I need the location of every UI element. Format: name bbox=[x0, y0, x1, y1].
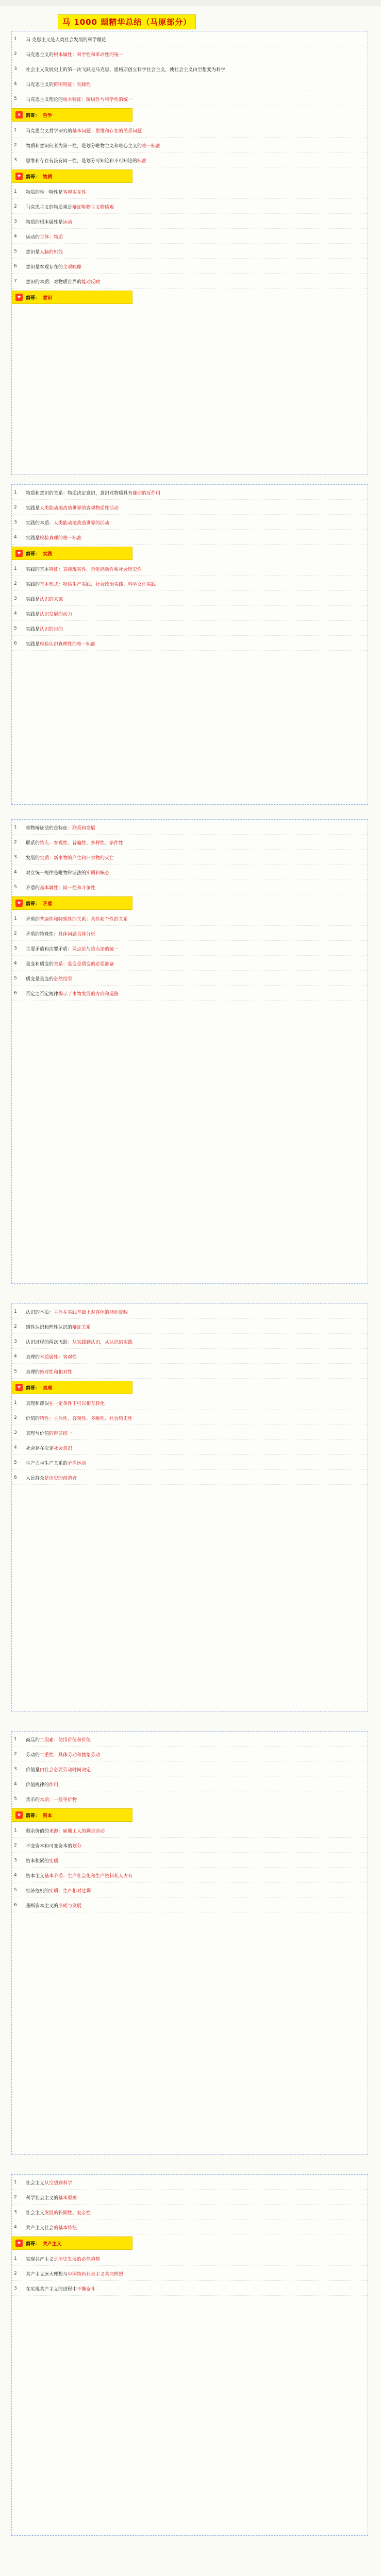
list-item bbox=[12, 1335, 368, 1349]
item-text: 社会主义 bbox=[26, 2210, 45, 2216]
list-item bbox=[12, 1441, 368, 1455]
item-number: 4 bbox=[14, 1873, 17, 1878]
item-number: 1 bbox=[14, 1400, 17, 1405]
tip-label: 鸥哥： bbox=[26, 174, 40, 180]
tip-badge-icon: ★ bbox=[15, 294, 23, 301]
list-item bbox=[12, 1471, 368, 1485]
item-text: 剩余价值的 bbox=[26, 1828, 49, 1834]
item-number: 7 bbox=[14, 279, 17, 284]
item-number: 4 bbox=[14, 81, 17, 87]
item-highlight: 人脑的机能 bbox=[40, 249, 63, 255]
item-number: 4 bbox=[14, 2225, 17, 2230]
item-highlight: 两点论与重点论的统一 bbox=[72, 946, 119, 952]
item-number: 4 bbox=[14, 1445, 17, 1450]
item-number: 5 bbox=[14, 249, 17, 254]
item-number: 2 bbox=[14, 581, 17, 586]
item-text: 矛盾的 bbox=[26, 917, 40, 922]
item-number: 5 bbox=[14, 1460, 17, 1465]
tip-banner bbox=[12, 170, 132, 183]
item-number: 3 bbox=[14, 1767, 17, 1772]
tip-badge-icon: ★ bbox=[15, 900, 23, 907]
item-number: 1 bbox=[14, 189, 17, 194]
item-highlight: 基本原则 bbox=[58, 2195, 77, 2201]
item-number: 6 bbox=[14, 264, 17, 269]
item-text: 意识是 bbox=[26, 249, 40, 255]
item-highlight: 发展的长期性、复杂性 bbox=[44, 2210, 91, 2216]
item-number: 6 bbox=[14, 641, 17, 646]
item-highlight: 鲜明特征：实践性 bbox=[54, 82, 91, 88]
item-number: 3 bbox=[14, 66, 17, 72]
top-strip bbox=[0, 0, 381, 6]
item-number: 5 bbox=[14, 96, 17, 101]
list-item bbox=[12, 230, 368, 244]
list-item bbox=[12, 821, 368, 835]
item-text: 马克思主义的 bbox=[26, 52, 54, 58]
item-highlight: 社会意识 bbox=[54, 1446, 73, 1451]
item-number: 4 bbox=[14, 870, 17, 875]
tip-title: 资本 bbox=[43, 1813, 53, 1819]
list-item bbox=[12, 2282, 368, 2296]
list-item bbox=[12, 1869, 368, 1883]
item-number: 4 bbox=[14, 611, 17, 616]
item-number: 2 bbox=[14, 1324, 17, 1329]
item-highlight: 能动反映 bbox=[81, 279, 101, 285]
item-text: 在实现共产主义的进程中 bbox=[26, 2286, 77, 2292]
item-text: 真理的 bbox=[26, 1354, 40, 1360]
item-highlight: 基本形式：物质生产实践、社会政治实践、科学文化实践 bbox=[40, 582, 156, 587]
item-text: 思维和存在有没有同一性，是划分可知论和不可知论的 bbox=[26, 158, 138, 164]
item-highlight: 绝对性和相对性 bbox=[40, 1369, 73, 1375]
item-highlight: 二因素：使用价值和价值 bbox=[40, 1737, 91, 1743]
note-section bbox=[11, 31, 368, 475]
list-item bbox=[12, 1792, 368, 1806]
item-highlight: 由社会必要劳动时间决定 bbox=[40, 1767, 91, 1773]
item-highlight: 认识的来源 bbox=[40, 597, 63, 602]
tip-title: 矛盾 bbox=[43, 901, 53, 907]
list-item bbox=[12, 92, 368, 106]
item-number: 1 bbox=[14, 1309, 17, 1314]
item-text: 真理的 bbox=[26, 1369, 40, 1375]
list-item bbox=[12, 32, 368, 46]
item-highlight: 实质：生产相对过剩 bbox=[49, 1888, 91, 1894]
item-number: 4 bbox=[14, 1354, 17, 1359]
list-item bbox=[12, 880, 368, 894]
item-highlight: 认识的目的 bbox=[40, 626, 63, 632]
item-number: 6 bbox=[14, 1475, 17, 1480]
list-item bbox=[12, 1777, 368, 1791]
list-item bbox=[12, 851, 368, 865]
item-number: 2 bbox=[14, 931, 17, 936]
item-highlight: 基本问题：思维和存在的关系问题 bbox=[72, 128, 142, 134]
item-number: 1 bbox=[14, 2256, 17, 2261]
item-highlight: 辩证唯物主义物质观 bbox=[72, 205, 114, 210]
list-item bbox=[12, 1305, 368, 1319]
tip-banner bbox=[12, 108, 132, 122]
list-item bbox=[12, 1748, 368, 1761]
list-item bbox=[12, 592, 368, 606]
item-text: 经济危机的 bbox=[26, 1888, 49, 1894]
list-item bbox=[12, 577, 368, 591]
tip-label: 鸥哥： bbox=[26, 901, 40, 907]
list-item bbox=[12, 987, 368, 1001]
item-text: 真理和谬误 bbox=[26, 1401, 49, 1406]
list-item bbox=[12, 622, 368, 636]
item-number: 1 bbox=[14, 825, 17, 830]
item-text: 马克思主义的物质观是 bbox=[26, 205, 73, 210]
note-section bbox=[11, 2174, 368, 2536]
item-highlight: 是历史发展的必然趋势 bbox=[54, 2257, 101, 2262]
item-text: 人民群众 bbox=[26, 1476, 45, 1481]
item-highlight: 实质和核心 bbox=[86, 870, 110, 876]
item-number: 4 bbox=[14, 961, 17, 966]
item-text: 实践是 bbox=[26, 641, 40, 647]
item-text: 资本主义 bbox=[26, 1873, 45, 1879]
list-item bbox=[12, 486, 368, 500]
item-text: 实践的基本 bbox=[26, 567, 49, 572]
tip-label: 鸥哥： bbox=[26, 551, 40, 557]
item-number: 6 bbox=[14, 1903, 17, 1908]
list-item bbox=[12, 2191, 368, 2205]
list-item bbox=[12, 957, 368, 971]
item-highlight: 矛盾运动 bbox=[68, 1461, 87, 1466]
item-number: 5 bbox=[14, 1888, 17, 1893]
tip-title: 哲学 bbox=[43, 113, 53, 118]
list-item bbox=[12, 1824, 368, 1838]
item-text: 意识的本质：对物质世界的 bbox=[26, 279, 82, 285]
list-item bbox=[12, 2176, 368, 2190]
item-highlight: 普遍性和特殊性的关系：共性和个性的关系 bbox=[40, 917, 128, 922]
item-number: 1 bbox=[14, 566, 17, 571]
item-text: 科学社会主义的 bbox=[26, 2195, 59, 2201]
item-highlight: 根本特征：阶级性与科学性的统一 bbox=[63, 97, 133, 103]
item-number: 2 bbox=[14, 1752, 17, 1757]
item-highlight: 人类能动地改造世界的客观物质性活动 bbox=[40, 505, 119, 511]
list-item bbox=[12, 215, 368, 229]
item-text: 意识是客观存在的 bbox=[26, 264, 63, 270]
list-item bbox=[12, 1762, 368, 1776]
item-number: 1 bbox=[14, 490, 17, 495]
item-text: 实践是 bbox=[26, 535, 40, 541]
list-item bbox=[12, 124, 368, 138]
item-highlight: 基本属性：同一性和斗争性 bbox=[40, 885, 96, 891]
item-text: 共产主义社会 bbox=[26, 2225, 54, 2231]
item-number: 1 bbox=[14, 128, 17, 133]
item-number: 2 bbox=[14, 52, 17, 57]
item-text: 实践是 bbox=[26, 612, 40, 617]
item-number: 4 bbox=[14, 234, 17, 239]
item-highlight: 检验真理的唯一标准 bbox=[40, 535, 82, 541]
item-number: 3 bbox=[14, 946, 17, 951]
item-number: 3 bbox=[14, 596, 17, 601]
item-text: 认识过程的两次飞跃 bbox=[26, 1340, 68, 1345]
item-number: 1 bbox=[14, 1737, 17, 1742]
item-text: 劳动的 bbox=[26, 1752, 40, 1758]
item-text: 发展的 bbox=[26, 855, 40, 861]
tip-banner bbox=[12, 2236, 132, 2250]
item-text: 认识的本质： bbox=[26, 1310, 54, 1315]
item-text: 运动的 bbox=[26, 234, 40, 240]
item-number: 1 bbox=[14, 1828, 17, 1833]
item-text: 价值量 bbox=[26, 1767, 40, 1773]
item-text: 实践是 bbox=[26, 505, 40, 511]
tip-badge-icon: ★ bbox=[15, 173, 23, 180]
item-number: 3 bbox=[14, 1430, 17, 1435]
item-number: 2 bbox=[14, 2271, 17, 2276]
list-item bbox=[12, 562, 368, 576]
item-text: 实现共产主义 bbox=[26, 2257, 54, 2262]
item-text: 垄断资本主义的 bbox=[26, 1903, 59, 1909]
list-item bbox=[12, 1854, 368, 1868]
item-number: 1 bbox=[14, 37, 17, 42]
item-highlight: 是历史的创造者 bbox=[44, 1476, 77, 1481]
item-number: 2 bbox=[14, 143, 17, 148]
list-item bbox=[12, 912, 368, 926]
item-highlight: 主体在实践基础上对客体的能动反映 bbox=[54, 1310, 128, 1315]
item-highlight: 具体问题具体分析 bbox=[58, 931, 96, 937]
list-item bbox=[12, 927, 368, 941]
tip-badge-icon: ★ bbox=[15, 111, 23, 118]
list-item bbox=[12, 62, 368, 76]
list-item bbox=[12, 2267, 368, 2281]
item-highlight: 检验认识真理性的唯一标准 bbox=[40, 641, 96, 647]
item-text: 感性认识和理性认识的 bbox=[26, 1325, 73, 1330]
tip-label: 鸥哥： bbox=[26, 1813, 40, 1819]
item-highlight: 标准 bbox=[137, 158, 147, 164]
item-highlight: 特性：主体性、客观性、多维性、社会历史性 bbox=[40, 1416, 133, 1421]
item-highlight: 基本矛盾：生产社会化和生产资料私人占有 bbox=[44, 1873, 133, 1879]
tip-title: 意识 bbox=[43, 295, 53, 301]
item-text: 物质和意识何者为第一性，是划分唯物主义和唯心主义的 bbox=[26, 143, 142, 149]
item-text: 矛盾的 bbox=[26, 885, 40, 891]
item-number: 1 bbox=[14, 2180, 17, 2185]
item-highlight: 实质 bbox=[49, 1858, 59, 1864]
item-highlight: 认识发展的动力 bbox=[40, 612, 73, 617]
item-text: 实践的本质： bbox=[26, 520, 54, 526]
item-text: 马克思主义哲学研究的 bbox=[26, 128, 73, 134]
item-highlight: 客观实在性 bbox=[63, 190, 87, 195]
item-number: 4 bbox=[14, 535, 17, 540]
item-text: 物质的根本属性是 bbox=[26, 219, 63, 225]
item-highlight: 根本属性：科学性和革命性的统一 bbox=[54, 52, 124, 58]
tip-title: 物质 bbox=[43, 174, 53, 180]
list-item bbox=[12, 1396, 368, 1410]
tip-label: 鸥哥： bbox=[26, 295, 40, 301]
item-highlight: 人类能动地改造世界的活动 bbox=[54, 520, 110, 526]
item-text: 货币的 bbox=[26, 1797, 40, 1803]
list-item bbox=[12, 2221, 368, 2234]
list-item bbox=[12, 1426, 368, 1440]
item-number: 3 bbox=[14, 1858, 17, 1863]
item-text: 生产力与生产关系的 bbox=[26, 1461, 68, 1466]
item-text: 社会存在决定 bbox=[26, 1446, 54, 1451]
tip-badge-icon: ★ bbox=[15, 2240, 23, 2247]
list-item bbox=[12, 77, 368, 91]
item-highlight: 二重性：具体劳动和抽象劳动 bbox=[40, 1752, 101, 1758]
tip-banner bbox=[12, 1808, 132, 1822]
item-highlight: 必然结果 bbox=[54, 976, 73, 982]
list-item bbox=[12, 531, 368, 545]
item-number: 5 bbox=[14, 976, 17, 981]
item-highlight: 在一定条件下可以相互转化 bbox=[49, 1401, 105, 1406]
item-number: 3 bbox=[14, 1339, 17, 1344]
item-number: 2 bbox=[14, 840, 17, 845]
item-text: 物质的唯一特性是 bbox=[26, 190, 63, 195]
tip-banner bbox=[12, 1381, 132, 1394]
item-number: 3 bbox=[14, 855, 17, 860]
tip-badge-icon: ★ bbox=[15, 1384, 23, 1391]
item-highlight: 主体：物质 bbox=[40, 234, 63, 240]
item-highlight: 实质：新事物的产生和旧事物的灭亡 bbox=[40, 855, 114, 861]
note-section bbox=[11, 1303, 368, 1711]
item-highlight: 作用 bbox=[49, 1782, 59, 1788]
list-item bbox=[12, 185, 368, 199]
list-item bbox=[12, 972, 368, 986]
item-highlight: 本质：一般等价物 bbox=[40, 1797, 77, 1803]
list-item bbox=[12, 516, 368, 530]
list-item bbox=[12, 1899, 368, 1912]
tip-label: 鸥哥： bbox=[26, 2241, 40, 2247]
tip-banner bbox=[12, 291, 132, 304]
tip-title: 共产主义 bbox=[43, 2241, 62, 2247]
item-highlight: 中国特色社会主义共同理想 bbox=[68, 2272, 124, 2277]
item-text: 不变资本和可变资本的 bbox=[26, 1843, 73, 1849]
item-text: 社会主义发展史上的第一次飞跃是马克思、恩格斯创立科学社会主义，使社会主义由空想变为科学 bbox=[26, 67, 226, 73]
item-text: 马克思主义理论的 bbox=[26, 97, 63, 103]
list-item bbox=[12, 245, 368, 259]
item-number: 1 bbox=[14, 916, 17, 921]
list-item bbox=[12, 1839, 368, 1853]
item-text: 质变是量变的 bbox=[26, 976, 54, 982]
item-number: 3 bbox=[14, 158, 17, 163]
note-section bbox=[11, 484, 368, 805]
item-highlight: 形成与发展 bbox=[58, 1903, 82, 1909]
list-item bbox=[12, 836, 368, 850]
item-highlight: 从空想到科学 bbox=[44, 2180, 73, 2186]
item-text: 实践是 bbox=[26, 626, 40, 632]
tip-badge-icon: ★ bbox=[15, 550, 23, 557]
tip-label: 鸥哥： bbox=[26, 113, 40, 118]
list-item bbox=[12, 1733, 368, 1747]
item-highlight: 来源：雇佣工人的剩余劳动 bbox=[49, 1828, 105, 1834]
list-item bbox=[12, 501, 368, 515]
item-highlight: 关系：量变是质变的必要准备 bbox=[54, 961, 114, 967]
item-text: 矛盾的特殊性： bbox=[26, 931, 59, 937]
note-section bbox=[11, 1731, 368, 2155]
item-highlight: 特点：客观性、普遍性、多样性、条件性 bbox=[40, 840, 124, 846]
list-item bbox=[12, 200, 368, 214]
item-text: 唯物辩证法的总特征 bbox=[26, 825, 68, 831]
list-item bbox=[12, 154, 368, 167]
item-number: 5 bbox=[14, 885, 17, 890]
item-text: 量变和质变的 bbox=[26, 961, 54, 967]
item-text: 主要矛盾和次要矛盾： bbox=[26, 946, 73, 952]
item-number: 2 bbox=[14, 2195, 17, 2200]
list-item bbox=[12, 1365, 368, 1379]
list-item bbox=[12, 275, 368, 289]
list-item bbox=[12, 637, 368, 651]
item-text: 价值规律的 bbox=[26, 1782, 49, 1788]
list-item bbox=[12, 607, 368, 621]
item-highlight: 划分 bbox=[72, 1843, 82, 1849]
item-text: 实践是 bbox=[26, 597, 40, 602]
item-text: 实践的 bbox=[26, 582, 40, 587]
item-number: 5 bbox=[14, 1369, 17, 1374]
item-highlight: 主观映像 bbox=[63, 264, 82, 270]
item-highlight: 唯一标准 bbox=[142, 143, 161, 149]
tip-banner bbox=[12, 896, 132, 910]
list-item bbox=[12, 260, 368, 274]
item-highlight: 辩证关系 bbox=[72, 1325, 91, 1330]
item-number: 2 bbox=[14, 505, 17, 510]
item-number: 3 bbox=[14, 2210, 17, 2215]
item-text: 否定之否定规律 bbox=[26, 991, 59, 997]
item-text: 价值的 bbox=[26, 1416, 40, 1421]
item-text: 联系的 bbox=[26, 840, 40, 846]
list-item bbox=[12, 866, 368, 879]
list-item bbox=[12, 47, 368, 61]
item-text: 马克思主义的 bbox=[26, 82, 54, 88]
item-number: 3 bbox=[14, 2286, 17, 2291]
item-text: 社会主义 bbox=[26, 2180, 45, 2186]
tip-banner bbox=[12, 547, 132, 560]
item-number: 5 bbox=[14, 1797, 17, 1802]
list-item bbox=[12, 1320, 368, 1334]
item-text: 资本积累的 bbox=[26, 1858, 49, 1864]
tip-title: 真理 bbox=[43, 1385, 53, 1391]
item-number: 2 bbox=[14, 1843, 17, 1848]
item-text: 共产主义远大理想与 bbox=[26, 2272, 68, 2277]
list-item bbox=[12, 1456, 368, 1470]
item-highlight: 的辩证统一 bbox=[49, 1431, 73, 1436]
list-item bbox=[12, 2206, 368, 2219]
item-number: 2 bbox=[14, 204, 17, 209]
item-text: 对立统一规律是唯物辩证法的 bbox=[26, 870, 87, 876]
item-highlight: ：联系和发展 bbox=[68, 825, 96, 831]
item-highlight: 不懈奋斗 bbox=[77, 2286, 96, 2292]
item-highlight: ：从实践到认识，从认识到实践 bbox=[68, 1340, 133, 1345]
list-item bbox=[12, 1884, 368, 1897]
item-highlight: 特征：直接现实性、自觉能动性和社会历史性 bbox=[49, 567, 142, 572]
list-item bbox=[12, 1350, 368, 1364]
item-text: 马 克思主义是人类社会发展的科学理论 bbox=[26, 37, 106, 43]
item-highlight: 运动 bbox=[63, 219, 73, 225]
item-number: 5 bbox=[14, 626, 17, 631]
item-text: 商品的 bbox=[26, 1737, 40, 1743]
list-item bbox=[12, 2252, 368, 2266]
item-number: 3 bbox=[14, 520, 17, 525]
list-item bbox=[12, 942, 368, 956]
item-text: 真理与价值 bbox=[26, 1431, 49, 1436]
tip-badge-icon: ★ bbox=[15, 1811, 23, 1819]
item-highlight: 能动的反作用 bbox=[132, 490, 161, 496]
tip-label: 鸥哥： bbox=[26, 1385, 40, 1391]
item-number: 6 bbox=[14, 991, 17, 996]
item-number: 2 bbox=[14, 1415, 17, 1420]
item-highlight: 揭示了事物发展的方向和道路 bbox=[58, 991, 119, 997]
item-highlight: 本质属性：客观性 bbox=[40, 1354, 77, 1360]
item-text: 物质和意识的关系：物质决定意识，意识对物质具有 bbox=[26, 490, 133, 496]
list-item bbox=[12, 139, 368, 152]
note-section bbox=[11, 819, 368, 1284]
page-title: 马 1000 题精华总结（马原部分） bbox=[58, 14, 196, 29]
item-number: 4 bbox=[14, 1782, 17, 1787]
list-item bbox=[12, 1411, 368, 1425]
item-number: 3 bbox=[14, 219, 17, 224]
tip-title: 实践 bbox=[43, 551, 53, 557]
item-highlight: 的基本特征 bbox=[54, 2225, 77, 2231]
